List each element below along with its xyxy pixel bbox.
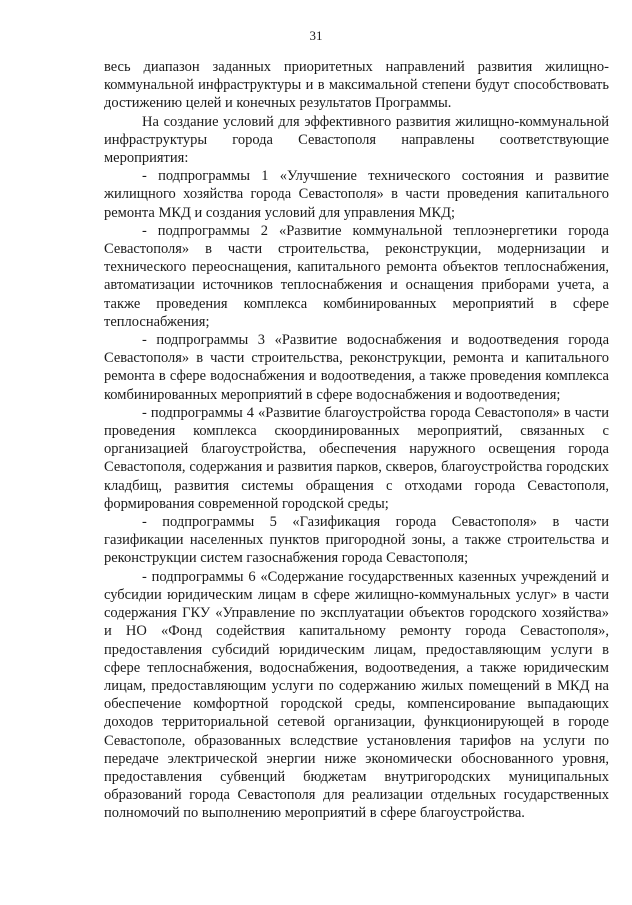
paragraph-subprogram-4: - подпрограммы 4 «Развитие благоустройства города Севастополя» в части проведения комплекса скоординированных мероприятий, связанных с организацией благоустройства, обеспечения наружного освещения города Севастополя, содержания и развития парков, скверов, благоустройства городских кладбищ, развития системы обращения с отходами города Севастополя, формирования современной городской среды; — [104, 404, 609, 512]
paragraph-subprogram-5: - подпрограммы 5 «Газификация города Севастополя» в части газификации населенных пунктов пригородной зоны, а также строительства и реконструкции систем газоснабжения города Севастополя; — [104, 514, 609, 567]
page-number: 31 — [309, 28, 323, 43]
document-body — [104, 58, 609, 823]
paragraph-measures: На создание условий для эффективного развития жилищно-коммунальной инфраструктуры города Севастополя направлены соответствующие мероприятия: — [104, 113, 609, 167]
paragraph-subprogram-1: - подпрограммы 1 «Улучшение технического состояния и развитие жилищного хозяйства города Севастополя» в части проведения капитального ремонта МКД и создания условий для управления МКД; — [104, 168, 609, 221]
paragraph-subprogram-6: - подпрограммы 6 «Содержание государственных казенных учреждений и субсидии юридическим лицам в сфере жилищно-коммунальных услуг» в части содержания ГКУ «Управление по эксплуатации объектов городского хозяйства» и НО «Фонд содействия капитальному ремонту города Севастополя», предоставления субсидий юридическим лицам, предоставляющим услуги в сфере теплоснабжения, водоснабжения, водоотведения, а также юридическим лицам, предоставляющим услуги по содержанию жилых помещений в МКД на обеспечение комфортной городской среды, компенсирование выпадающих доходов территориальной сетевой организации, функционирующей в городе Севастополе, образованных вследствие установления тарифов на услуги по передаче электрической энергии ниже экономически обоснованного уровня, предоставления субвенций бюджетам внутригородских муниципальных образований города Севастополя для реализации отдельных государственных полномочий по выполнению мероприятий в сфере благоустройства. — [104, 568, 609, 822]
paragraph-intro: весь диапазон заданных приоритетных направлений развития жилищно-коммунальной инфраструктуры и в максимальной степени будут способствовать достижению целей и конечных результатов Программы. — [104, 59, 609, 112]
paragraph-subprogram-2: - подпрограммы 2 «Развитие коммунальной теплоэнергетики города Севастополя» в части строительства, реконструкции, модернизации и технического переоснащения, капитального ремонта объектов теплоснабжения, автоматизации источников теплоснабжения и оснащения приборами учета, а также проведения комплекса комбинированных мероприятий в сфере теплоснабжения; — [104, 222, 609, 330]
paragraph-subprogram-3: - подпрограммы 3 «Развитие водоснабжения и водоотведения города Севастополя» в части строительства, реконструкции, ремонта и капитального ремонта в сфере водоснабжения и водоотведения, а также проведения комплекса комбинированных мероприятий в сфере водоснабжения и водоотведения; — [104, 332, 609, 403]
